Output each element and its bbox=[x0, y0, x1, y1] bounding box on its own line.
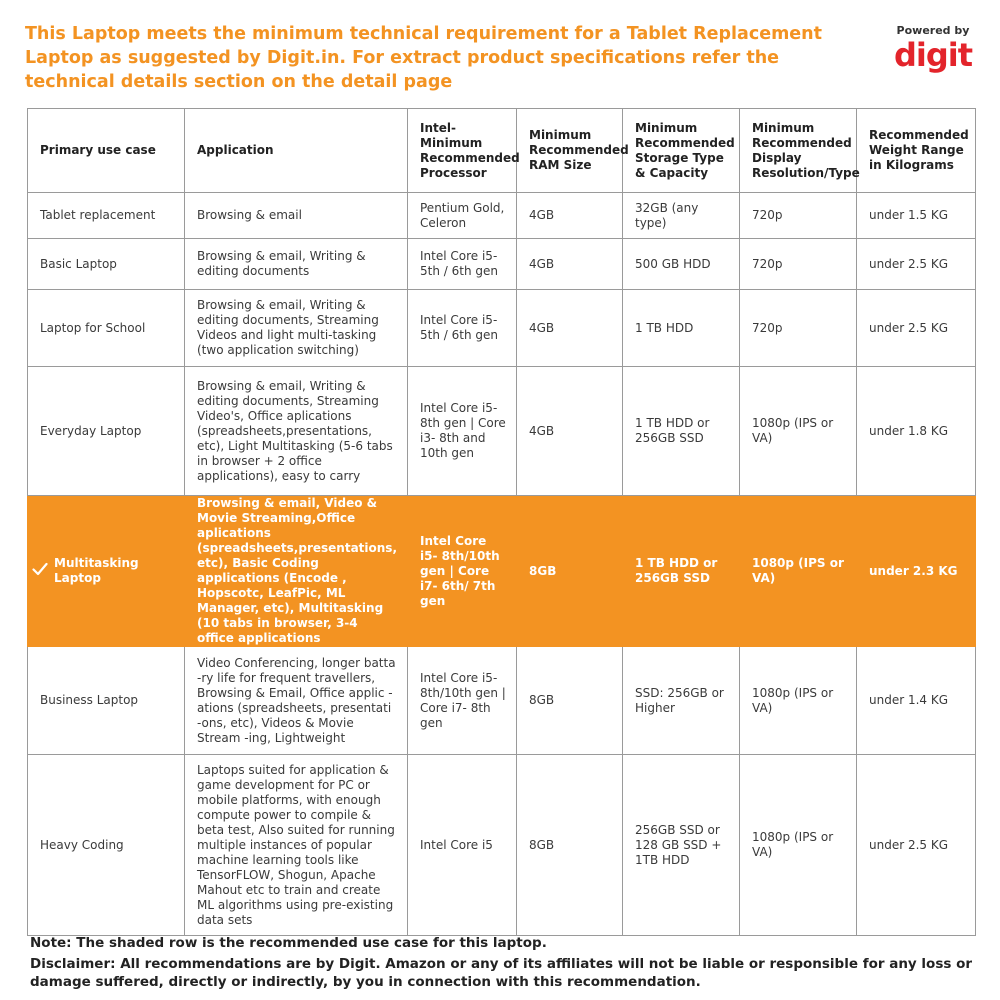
weight-cell: under 2.5 KG bbox=[857, 239, 976, 290]
weight-cell: under 2.5 KG bbox=[857, 290, 976, 367]
application-cell: Video Conferencing, longer batta -ry life for frequent travellers, Browsing & Email, Office applic -ations (spreadsheets, presentati -ons, etc), Videos & Movie Stream -ing, Lightweight bbox=[185, 647, 408, 755]
storage-cell: 1 TB HDD or 256GB SSD bbox=[623, 367, 740, 496]
disclaimer-text: Disclaimer: All recommendations are by Digit. Amazon or any of its affiliates will not be liable or responsible for any loss or damage suffered, directly or indirectly, by you in connection with this recommendation. bbox=[30, 956, 973, 990]
ram-cell: 8GB bbox=[517, 496, 623, 647]
powered-by-label: Powered by bbox=[896, 24, 970, 37]
application-cell: Browsing & email bbox=[185, 193, 408, 239]
application-cell: Browsing & email, Writing & editing documents, Streaming Video's, Office aplications (spreadsheets,presentations, etc), Light Multitasking (5-6 tabs in browser + 2 office applications), easy to carry bbox=[185, 367, 408, 496]
display-cell: 1080p (IPS or VA) bbox=[740, 496, 857, 647]
use-case-cell: Heavy Coding bbox=[28, 755, 185, 936]
use-case-cell: Basic Laptop bbox=[28, 239, 185, 290]
display-cell: 720p bbox=[740, 193, 857, 239]
processor-cell: Intel Core i5- 5th / 6th gen bbox=[408, 290, 517, 367]
recommendation-table bbox=[27, 108, 976, 936]
application-cell: Browsing & email, Writing & editing documents bbox=[185, 239, 408, 290]
use-case-cell: Business Laptop bbox=[28, 647, 185, 755]
ram-cell: 4GB bbox=[517, 193, 623, 239]
notes-section bbox=[30, 934, 975, 994]
column-header: Minimum Recommended Storage Type & Capacity bbox=[623, 109, 740, 193]
digit-logo: digit bbox=[893, 36, 972, 74]
use-case-label: Multitasking Laptop bbox=[54, 556, 139, 585]
column-header: Minimum Recommended Display Resolution/Type bbox=[740, 109, 857, 193]
column-header: Minimum Recommended RAM Size bbox=[517, 109, 623, 193]
display-cell: 1080p (IPS or VA) bbox=[740, 755, 857, 936]
weight-cell: under 1.4 KG bbox=[857, 647, 976, 755]
use-case-cell: Everyday Laptop bbox=[28, 367, 185, 496]
ram-cell: 4GB bbox=[517, 290, 623, 367]
use-case-cell: Tablet replacement bbox=[28, 193, 185, 239]
processor-cell: Intel Core i5- 8th/10th gen | Core i7- 6th/ 7th gen bbox=[408, 496, 517, 647]
display-cell: 720p bbox=[740, 239, 857, 290]
checkmark-icon bbox=[32, 562, 48, 580]
table-row-highlighted bbox=[28, 496, 976, 647]
processor-cell: Pentium Gold, Celeron bbox=[408, 193, 517, 239]
application-cell: Browsing & email, Writing & editing documents, Streaming Videos and light multi-tasking (two application switching) bbox=[185, 290, 408, 367]
column-header: Intel-Minimum Recommended Processor bbox=[408, 109, 517, 193]
digit-brand bbox=[894, 24, 972, 72]
column-header: Application bbox=[185, 109, 408, 193]
table-row bbox=[28, 367, 976, 496]
headline: This Laptop meets the minimum technical requirement for a Tablet Replacement Laptop as suggested by Digit.in. For extract product specifications refer the technical details section on the detail page bbox=[25, 24, 822, 92]
ram-cell: 8GB bbox=[517, 647, 623, 755]
storage-cell: 1 TB HDD bbox=[623, 290, 740, 367]
ram-cell: 4GB bbox=[517, 239, 623, 290]
column-header: Recommended Weight Range in Kilograms bbox=[857, 109, 976, 193]
display-cell: 1080p (IPS or VA) bbox=[740, 367, 857, 496]
storage-cell: 1 TB HDD or 256GB SSD bbox=[623, 496, 740, 647]
display-cell: 720p bbox=[740, 290, 857, 367]
storage-cell: SSD: 256GB or Higher bbox=[623, 647, 740, 755]
table-row bbox=[28, 755, 976, 936]
table-row bbox=[28, 647, 976, 755]
weight-cell: under 2.5 KG bbox=[857, 755, 976, 936]
use-case-cell: Laptop for School bbox=[28, 290, 185, 367]
storage-cell: 500 GB HDD bbox=[623, 239, 740, 290]
note-text: Note: The shaded row is the recommended use case for this laptop. bbox=[30, 935, 547, 951]
processor-cell: Intel Core i5 bbox=[408, 755, 517, 936]
application-cell: Laptops suited for application & game development for PC or mobile platforms, with enough compute power to compile & beta test, Also suited for running multiple instances of popular machine learning tools like TensorFLOW, Shogun, Apache Mahout etc to train and create ML algorithms using pre-existing data sets bbox=[185, 755, 408, 936]
use-case-cell bbox=[28, 496, 185, 647]
processor-cell: Intel Core i5- 8th/10th gen | Core i7- 8th gen bbox=[408, 647, 517, 755]
column-header: Primary use case bbox=[28, 109, 185, 193]
table-row bbox=[28, 193, 976, 239]
storage-cell: 256GB SSD or 128 GB SSD + 1TB HDD bbox=[623, 755, 740, 936]
storage-cell: 32GB (any type) bbox=[623, 193, 740, 239]
table-header-row bbox=[28, 109, 976, 193]
table-row bbox=[28, 239, 976, 290]
ram-cell: 4GB bbox=[517, 367, 623, 496]
processor-cell: Intel Core i5- 5th / 6th gen bbox=[408, 239, 517, 290]
processor-cell: Intel Core i5- 8th gen | Core i3- 8th and 10th gen bbox=[408, 367, 517, 496]
ram-cell: 8GB bbox=[517, 755, 623, 936]
table-row bbox=[28, 290, 976, 367]
weight-cell: under 1.5 KG bbox=[857, 193, 976, 239]
display-cell: 1080p (IPS or VA) bbox=[740, 647, 857, 755]
application-cell: Browsing & email, Video & Movie Streaming,Office aplications (spreadsheets,presentations, etc), Basic Coding applications (Encode , Hopscotc, LeafPic, ML Manager, etc), Multitasking (10 tabs in browser, 3-4 office applications bbox=[185, 496, 408, 647]
weight-cell: under 2.3 KG bbox=[857, 496, 976, 647]
weight-cell: under 1.8 KG bbox=[857, 367, 976, 496]
